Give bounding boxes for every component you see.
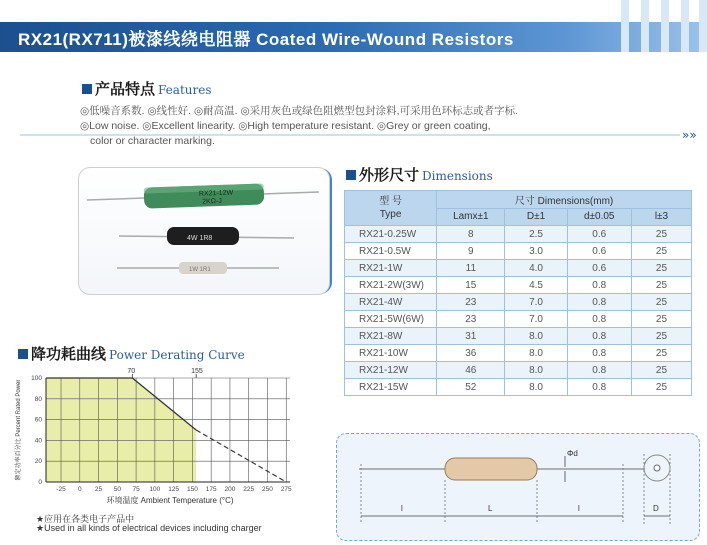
bullet-square-icon: [82, 84, 92, 94]
value-cell: 2.5: [505, 226, 567, 243]
table-row: [345, 345, 692, 362]
page-title: RX21(RX711)被漆线绕电阻器 Coated Wire-Wound Resistors: [18, 30, 514, 49]
x-tick-label: 275: [280, 486, 292, 493]
table-row: [345, 379, 692, 396]
phi-d-label: Φd: [567, 449, 578, 458]
y-tick-label: 80: [34, 395, 42, 403]
value-cell: 15: [437, 277, 505, 294]
dimension-drawing: [337, 434, 699, 540]
x-tick-label: 175: [205, 486, 217, 493]
x-tick-label: 25: [94, 486, 103, 493]
double-chevron-icon: »»: [682, 128, 697, 142]
x-tick-label: 200: [224, 486, 236, 493]
features-heading: [82, 78, 212, 99]
value-cell: 8: [437, 226, 505, 243]
features-title-en: Features: [158, 83, 212, 97]
x-tick-label: 125: [168, 486, 180, 493]
derating-title-en: Power Derating Curve: [109, 348, 245, 362]
value-cell: 25: [631, 243, 691, 260]
diameter-label: D: [653, 504, 659, 513]
x-axis-label: 环境温度 Ambient Temperature (°C): [106, 496, 234, 505]
table-row: [345, 243, 692, 260]
value-cell: 8.0: [505, 328, 567, 345]
derating-heading: [18, 343, 245, 364]
value-cell: 0.8: [567, 294, 631, 311]
value-cell: 7.0: [505, 311, 567, 328]
column-header: D±1: [505, 208, 567, 226]
resistor-illustration: [79, 168, 329, 294]
value-cell: 8.0: [505, 345, 567, 362]
dimensions-title-cn: 外形尺寸: [359, 167, 420, 184]
table-row: [345, 328, 692, 345]
value-cell: 4.0: [505, 260, 567, 277]
value-cell: 46: [437, 362, 505, 379]
x-tick-label: -25: [56, 486, 66, 493]
y-tick-label: 40: [34, 437, 42, 445]
resistor1-label: RX21-12W: [198, 189, 234, 198]
value-cell: 25: [631, 294, 691, 311]
y-axis-label: 额定功率百分比 Percent Rated Power: [16, 379, 22, 481]
value-cell: 23: [437, 311, 505, 328]
column-header: l±3: [631, 208, 691, 226]
x-tick-label: 150: [186, 486, 198, 493]
value-cell: 25: [631, 328, 691, 345]
value-cell: 0.8: [567, 345, 631, 362]
value-cell: 0.6: [567, 226, 631, 243]
column-header: d±0.05: [567, 208, 631, 226]
bullet-square-icon: [18, 349, 28, 359]
x-tick-label: 100: [149, 486, 161, 493]
bullet-square-icon: [346, 170, 356, 180]
resistor-photo: [78, 167, 330, 295]
value-cell: 11: [437, 260, 505, 277]
lead-length-label: l: [401, 504, 403, 513]
x-tick-label: 225: [243, 486, 255, 493]
features-title-cn: 产品特点: [95, 81, 156, 98]
table-row: [345, 277, 692, 294]
section-divider: [20, 128, 700, 142]
features-line-en: ◎Low noise. ◎Excellent linearity. ◎High temperature resistant. ◎Grey or green coating,: [80, 120, 491, 132]
x-tick-label: 0: [77, 486, 82, 493]
value-cell: 23: [437, 294, 505, 311]
header-dimensions: 尺寸 Dimensions(mm): [437, 191, 692, 209]
table-row: [345, 311, 692, 328]
dimensions-table: [344, 190, 692, 396]
x-tick-label: 50: [113, 486, 121, 493]
lead-length-label-right: l: [578, 504, 580, 513]
note-cn: ★应用在各类电子产品中: [36, 514, 135, 524]
value-cell: 0.8: [567, 362, 631, 379]
annotation-label: 70: [127, 368, 136, 375]
dimension-drawing-box: [336, 433, 700, 541]
resistor2-label: 4W 1R8: [187, 235, 213, 242]
type-cell: RX21-0.25W: [345, 226, 437, 243]
y-tick-label: 0: [38, 479, 42, 486]
table-row: [345, 260, 692, 277]
value-cell: 25: [631, 345, 691, 362]
value-cell: 8.0: [505, 379, 567, 396]
value-cell: 25: [631, 277, 691, 294]
features-line-cn: ◎低噪音系数. ◎线性好. ◎耐高温. ◎采用灰色或绿色阻燃型包封涂料,可采用色环标志或者字标.: [80, 105, 518, 117]
note-en: ★Used in all kinds of electrical devices including charger: [36, 523, 262, 533]
table-row: [345, 294, 692, 311]
value-cell: 31: [437, 328, 505, 345]
type-cell: RX21-8W: [345, 328, 437, 345]
resistor3-label: 1W 1R1: [189, 267, 211, 273]
table-row: [345, 362, 692, 379]
value-cell: 25: [631, 311, 691, 328]
value-cell: 7.0: [505, 294, 567, 311]
type-cell: RX21-0.5W: [345, 243, 437, 260]
value-cell: 0.6: [567, 243, 631, 260]
value-cell: 8.0: [505, 362, 567, 379]
value-cell: 0.8: [567, 328, 631, 345]
value-cell: 25: [631, 379, 691, 396]
dimensions-title-en: Dimensions: [422, 169, 493, 183]
resistor1-sublabel: 2KΩ-J: [202, 197, 222, 206]
power-derating-chart: [8, 366, 308, 516]
value-cell: 0.6: [567, 260, 631, 277]
derating-dashed-line: [196, 430, 286, 482]
x-tick-label: 250: [262, 486, 273, 493]
annotation-label: 155: [191, 368, 203, 375]
x-tick-label: 75: [132, 486, 140, 493]
type-cell: RX21-15W: [345, 379, 437, 396]
value-cell: 0.8: [567, 277, 631, 294]
dimensions-heading: [346, 164, 493, 185]
value-cell: 52: [437, 379, 505, 396]
value-cell: 25: [631, 260, 691, 277]
value-cell: 0.8: [567, 311, 631, 328]
derating-title-cn: 降功耗曲线: [31, 346, 107, 363]
header-stripes: [617, 0, 707, 52]
header-type: 型 号 Type: [345, 191, 437, 226]
body-length-label: L: [488, 504, 493, 513]
value-cell: 25: [631, 226, 691, 243]
value-cell: 4.5: [505, 277, 567, 294]
value-cell: 25: [631, 362, 691, 379]
y-tick-label: 60: [34, 416, 42, 424]
features-line-en-2: color or character marking.: [90, 135, 215, 147]
type-cell: RX21-5W(6W): [345, 311, 437, 328]
y-tick-label: 20: [34, 458, 42, 466]
type-cell: RX21-1W: [345, 260, 437, 277]
table-row: [345, 226, 692, 243]
y-tick-label: 100: [31, 375, 42, 382]
type-cell: RX21-2W(3W): [345, 277, 437, 294]
value-cell: 3.0: [505, 243, 567, 260]
type-cell: RX21-4W: [345, 294, 437, 311]
type-cell: RX21-10W: [345, 345, 437, 362]
value-cell: 9: [437, 243, 505, 260]
value-cell: 0.8: [567, 379, 631, 396]
value-cell: 36: [437, 345, 505, 362]
column-header: Lamx±1: [437, 208, 505, 226]
type-cell: RX21-12W: [345, 362, 437, 379]
